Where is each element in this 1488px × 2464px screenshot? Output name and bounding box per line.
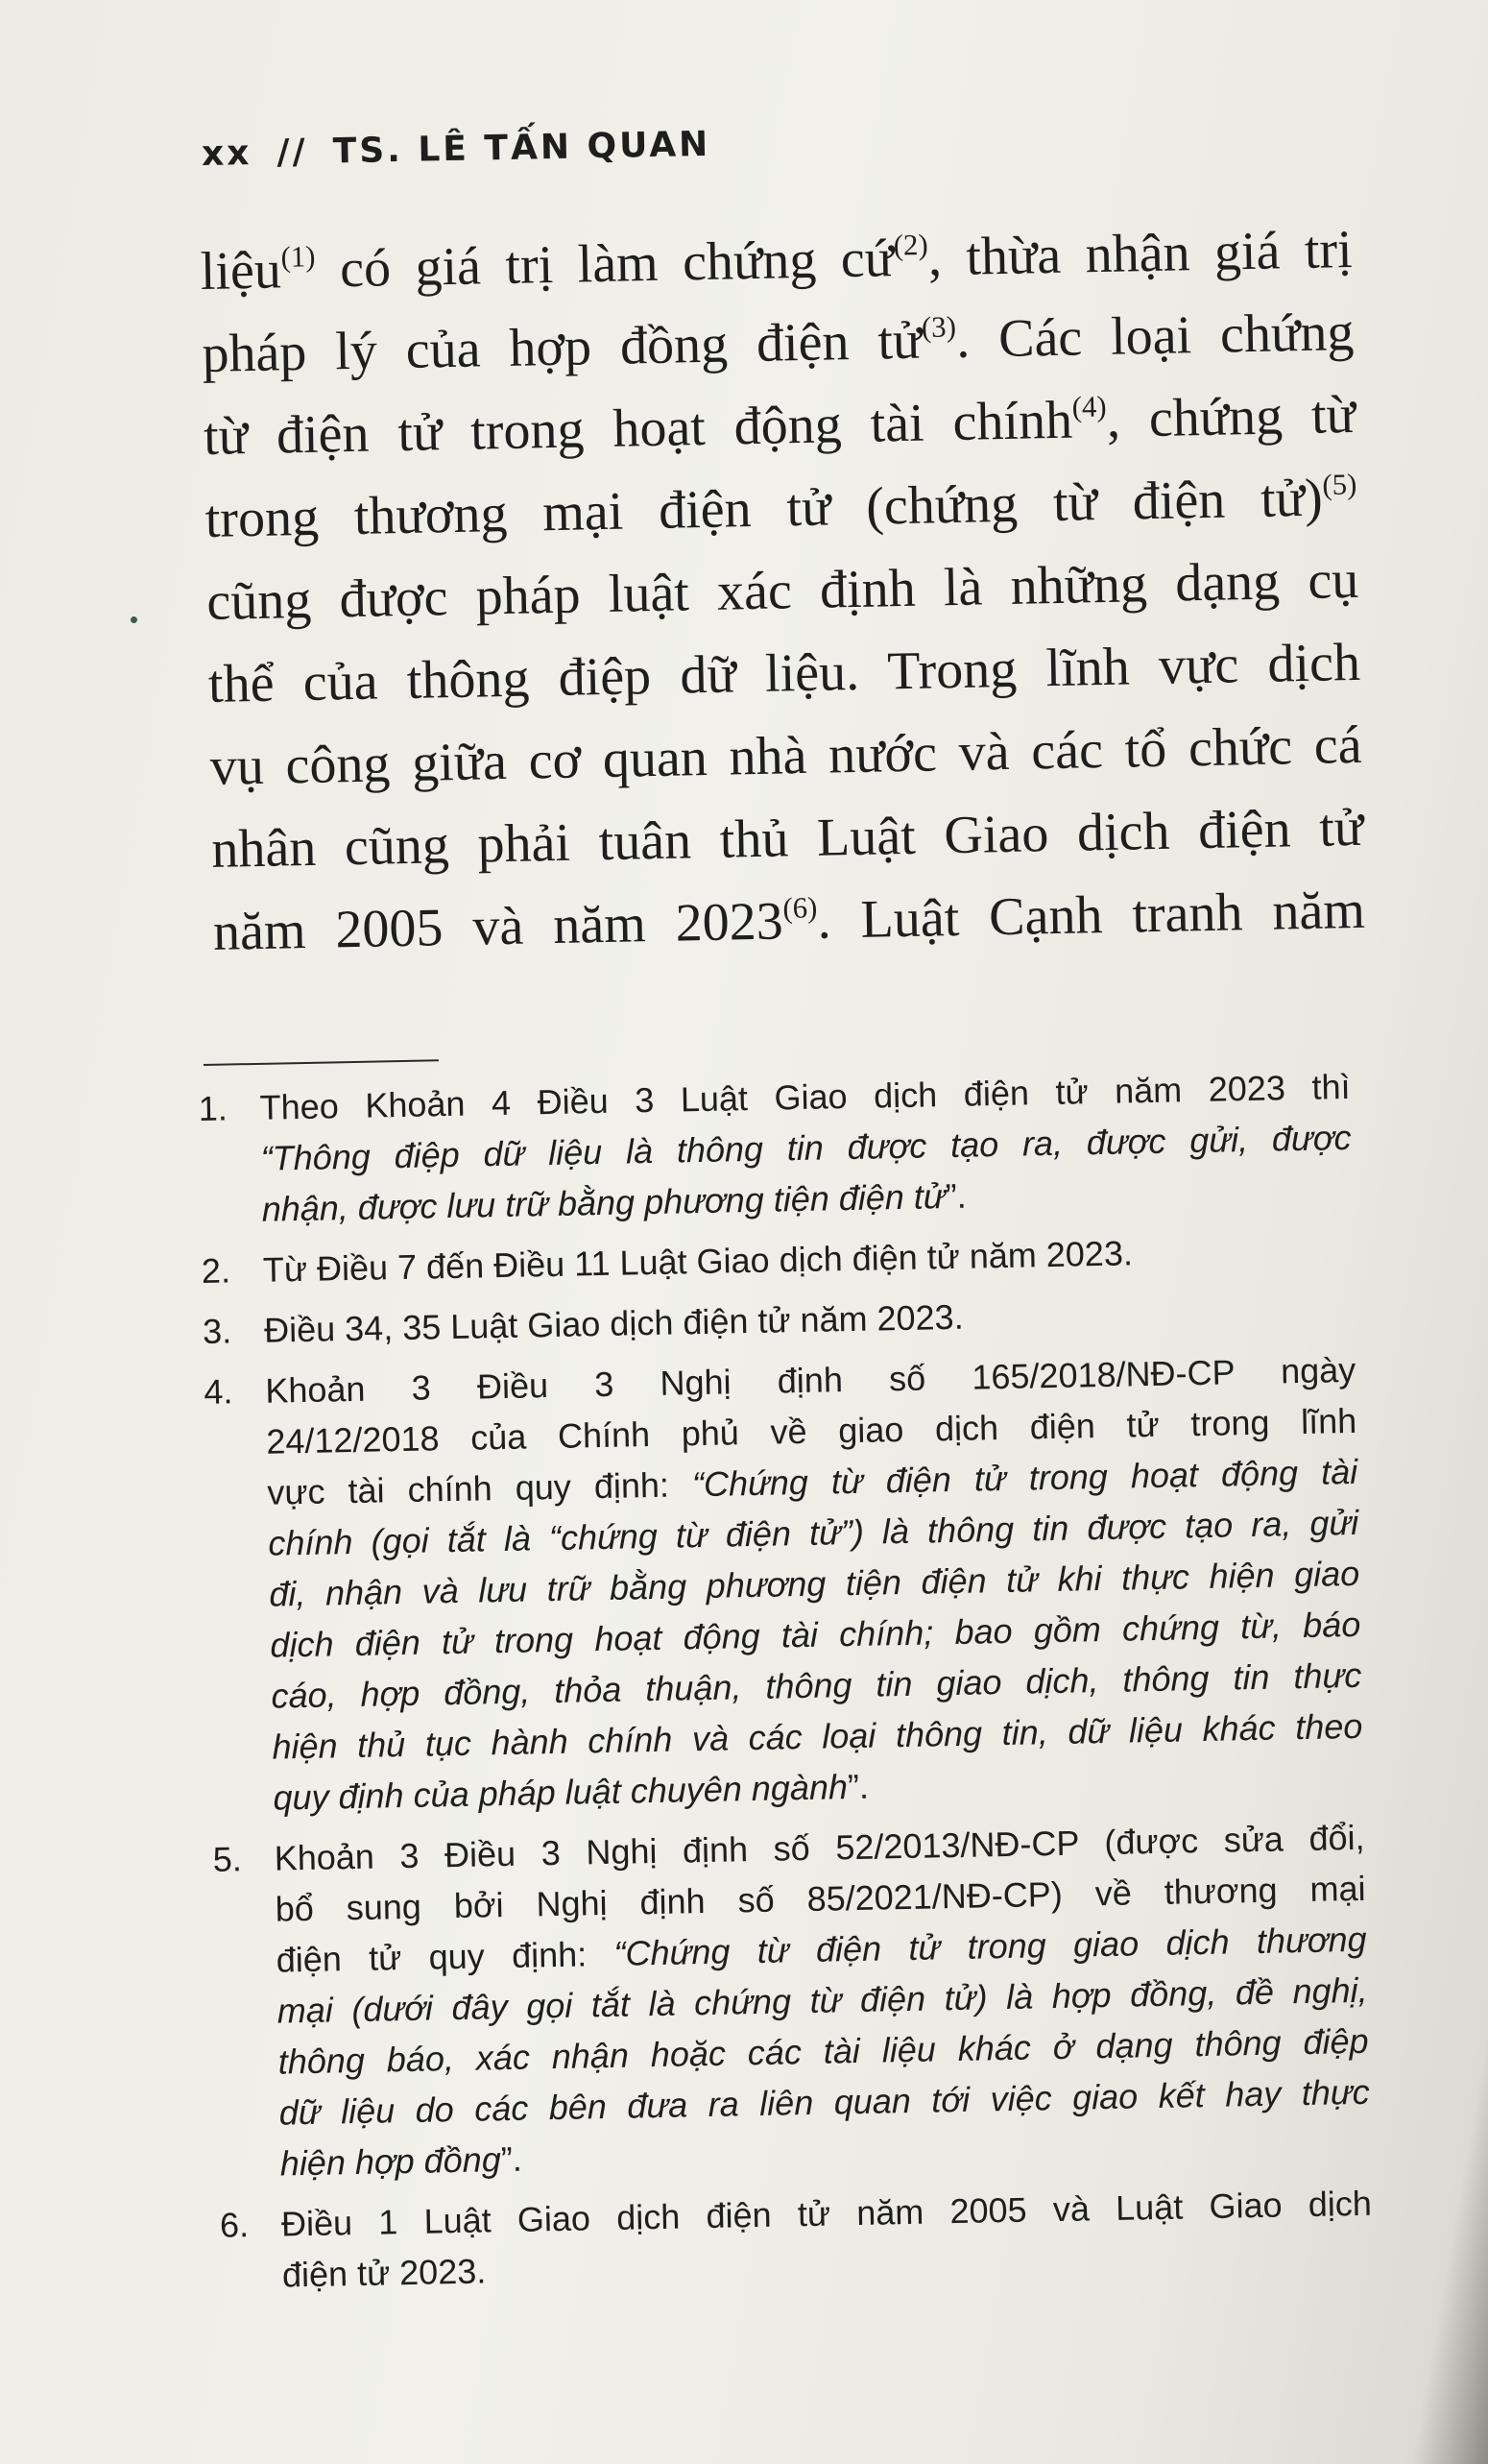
footnote-ref: (4): [1071, 390, 1107, 424]
running-head: [202, 125, 711, 174]
footnote-number: 5.: [212, 1839, 243, 1879]
text-run: Theo Khoản 4 Điều 3 Luật Giao dịch điện tử năm 2023 thì: [259, 1066, 1351, 1127]
footnote-line: [262, 1223, 1354, 1295]
footnote-number: 3.: [202, 1311, 232, 1351]
margin-dot: [131, 616, 137, 623]
text-run: Khoản 3 Điều 3 Nghị định số 165/2018/NĐ-CP ngày: [264, 1349, 1356, 1411]
text-run: liệu: [200, 240, 282, 302]
footnote-number: 1.: [198, 1088, 228, 1128]
footnote-item: [198, 1061, 1353, 1236]
text-run: vụ công giữa cơ quan nhà nước và các tổ chức cá: [209, 714, 1363, 797]
text-run: Từ Điều 7 đến Điều 11 Luật Giao dịch điện tử năm 2023.: [262, 1233, 1134, 1290]
quote-text: nhận, được lưu trữ bằng phương tiện điện tử: [261, 1176, 947, 1229]
running-head-separator: //: [276, 132, 309, 173]
footnote-ref: (6): [782, 891, 818, 925]
quote-text: chính (gọi tắt là “chứng từ điện tử”) là thông tin được tạo ra, gửi: [268, 1502, 1359, 1563]
quote-text: dịch điện tử trong hoạt động tài chính; bao gồm chứng từ, báo: [270, 1604, 1361, 1665]
footnotes: [198, 1051, 1373, 2302]
text-run: từ điện tử trong hoạt động tài chính: [203, 390, 1073, 467]
text-run: nhân cũng phải tuân thủ Luật Giao dịch điện tử: [210, 797, 1364, 880]
quote-text: thông báo, xác nhận hoặc các tài liệu khác ở dạng thông điệp: [277, 2020, 1369, 2082]
page-number: xx: [201, 133, 252, 174]
quote-text: hiện thủ tục hành chính và các loại thông tin, dữ liệu khác theo: [272, 1705, 1363, 1767]
text-run: Khoản 3 Điều 3 Nghị định số 52/2013/NĐ-CP (được sửa đổi,: [274, 1817, 1365, 1878]
text-run: cũng được pháp luật xác định là những dạng cụ: [205, 549, 1359, 632]
text-run: điện tử quy định:: [276, 1933, 614, 1980]
footnote-line: [264, 1284, 1356, 1356]
quote-text: cáo, hợp đồng, thỏa thuận, thông tin giao dịch, thông tin thực: [271, 1655, 1362, 1716]
text-run: . Luật Cạnh tranh năm: [816, 880, 1366, 951]
footnote-item: [204, 1344, 1364, 1824]
text-run: . Các loại chứng: [955, 302, 1355, 370]
quote-text: “Chứng từ điện tử trong giao dịch thương: [613, 1919, 1367, 1973]
text-run: vực tài chính quy định:: [266, 1464, 693, 1512]
text-run: ”.: [500, 2138, 523, 2180]
quote-text: dữ liệu do các bên đưa ra liên quan tới việc giao kết hay thực: [278, 2071, 1370, 2133]
text-run: pháp lý của hợp đồng điện tử: [201, 310, 923, 384]
body-text: [200, 208, 1366, 974]
footnote-ref: (1): [280, 240, 316, 274]
text-run: năm 2005 và năm 2023: [212, 891, 784, 962]
author-name: TS. LÊ TẤN QUAN: [332, 124, 711, 172]
footnote-ref: (5): [1322, 468, 1357, 502]
footnote-number: 6.: [219, 2205, 250, 2245]
text-run: Điều 34, 35 Luật Giao dịch điện tử năm 2023.: [263, 1296, 964, 1350]
quote-text: đi, nhận và lưu trữ bằng phương tiện điện tử khi thực hiện giao: [269, 1553, 1360, 1614]
footnote-item: [201, 1223, 1354, 1296]
footnote-ref: (3): [921, 310, 957, 345]
footnote-number: 2.: [201, 1250, 231, 1291]
text-run: thể của thông điệp dữ liệu. Trong lĩnh vực dịch: [207, 632, 1361, 714]
text-run: ”.: [945, 1175, 968, 1217]
quote-text: mại (dưới đây gọi tắt là chứng từ điện tử) là hợp đồng, đề nghị,: [276, 1969, 1368, 2031]
footnote-rule: [204, 1059, 439, 1066]
quote-text: “Chứng từ điện tử trong hoạt động tài: [691, 1451, 1358, 1505]
text-run: 24/12/2018 của Chính phủ về giao dịch điện tử trong lĩnh: [265, 1400, 1357, 1461]
quote-text: quy định của pháp luật chuyên ngành: [273, 1767, 849, 1818]
footnote-item: [203, 1284, 1356, 1357]
footnote-item: [220, 2178, 1374, 2302]
footnote-number: 4.: [203, 1371, 233, 1412]
quote-text: “Thông điệp dữ liệu là thông tin được tạo ra, được gửi, được: [260, 1117, 1352, 1178]
footnote-ref: (2): [893, 228, 928, 262]
text-run: có giá trị làm chứng cứ: [315, 229, 895, 300]
text-run: Điều 1 Luật Giao dịch điện tử năm 2005 và Luật Giao dịch: [280, 2183, 1373, 2244]
text-run: điện tử 2023.: [281, 2251, 487, 2295]
text-run: , chứng từ: [1106, 384, 1356, 449]
text-run: bổ sung bởi Nghị định số 85/2021/NĐ-CP) về thương mại: [275, 1868, 1366, 1929]
text-run: , thừa nhận giá trị: [927, 219, 1354, 288]
footnote-item: [212, 1812, 1371, 2190]
text-run: trong thương mại điện tử (chứng từ điện tử): [204, 468, 1324, 549]
text-run: ”.: [847, 1766, 870, 1807]
quote-text: hiện hợp đồng: [279, 2139, 502, 2184]
